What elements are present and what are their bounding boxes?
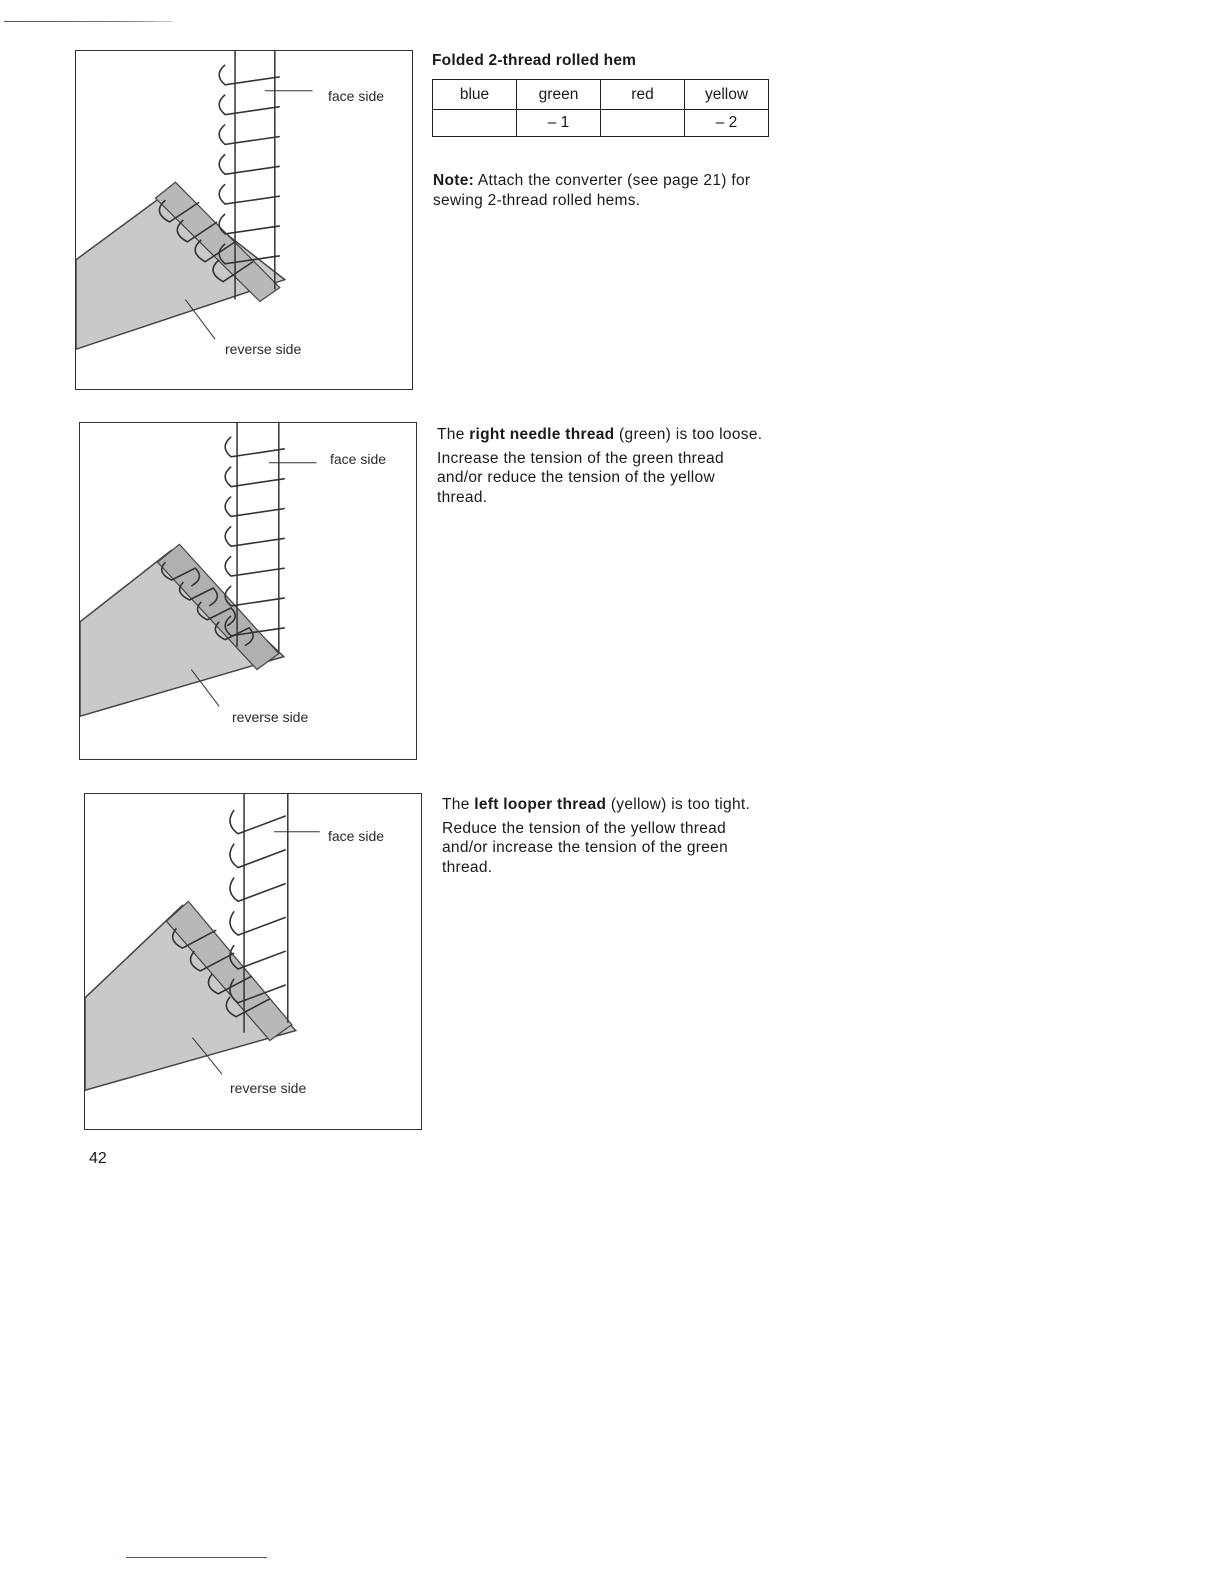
detail-text: Reduce the tension of the yellow thread and/or increase the tension of the green thread. [442,819,729,876]
note-text: Attach the converter (see page 21) for sewing 2-thread rolled hems. [433,172,751,209]
face-side-label: face side [328,828,385,844]
table-header-row [433,80,769,110]
bottom-rule [126,1557,267,1558]
bold-term: left looper thread [474,796,607,813]
bold-term: right needle thread [469,426,615,443]
stitch-illustration-3 [85,794,421,1129]
stitch-figure-2 [79,422,417,760]
note-label: Note: [433,172,475,189]
face-side-label: face side [330,451,387,467]
stitch-figure-3 [84,793,422,1130]
top-rule [4,21,172,22]
stitch-figure-1 [75,50,413,390]
paragraph-right-needle: The right needle thread (green) is too loose. Increase the tension of the green thread and/or reduce the tension of the yellow thread. [437,425,767,511]
face-side-label: face side [328,88,385,104]
paragraph-left-looper: The left looper thread (yellow) is too tight. Reduce the tension of the yellow thread and/or increase the tension of the green thread. [442,795,772,881]
reverse-side-label: reverse side [225,341,302,357]
reverse-side-label: reverse side [230,1080,307,1096]
header-yellow: yellow [685,80,769,110]
value-green: – 1 [517,110,601,137]
table-value-row [433,110,769,137]
section-title: Folded 2-thread rolled hem [432,52,637,69]
value-red [601,110,685,137]
value-yellow: – 2 [685,110,769,137]
detail-text: Increase the tension of the green thread and/or reduce the tension of the yellow thread. [437,449,724,506]
header-red: red [601,80,685,110]
reverse-side-label: reverse side [232,709,309,725]
tension-settings-table [432,79,769,137]
note [433,171,768,214]
value-blue [433,110,517,137]
header-blue: blue [433,80,517,110]
page-number: 42 [89,1150,107,1167]
header-green: green [517,80,601,110]
